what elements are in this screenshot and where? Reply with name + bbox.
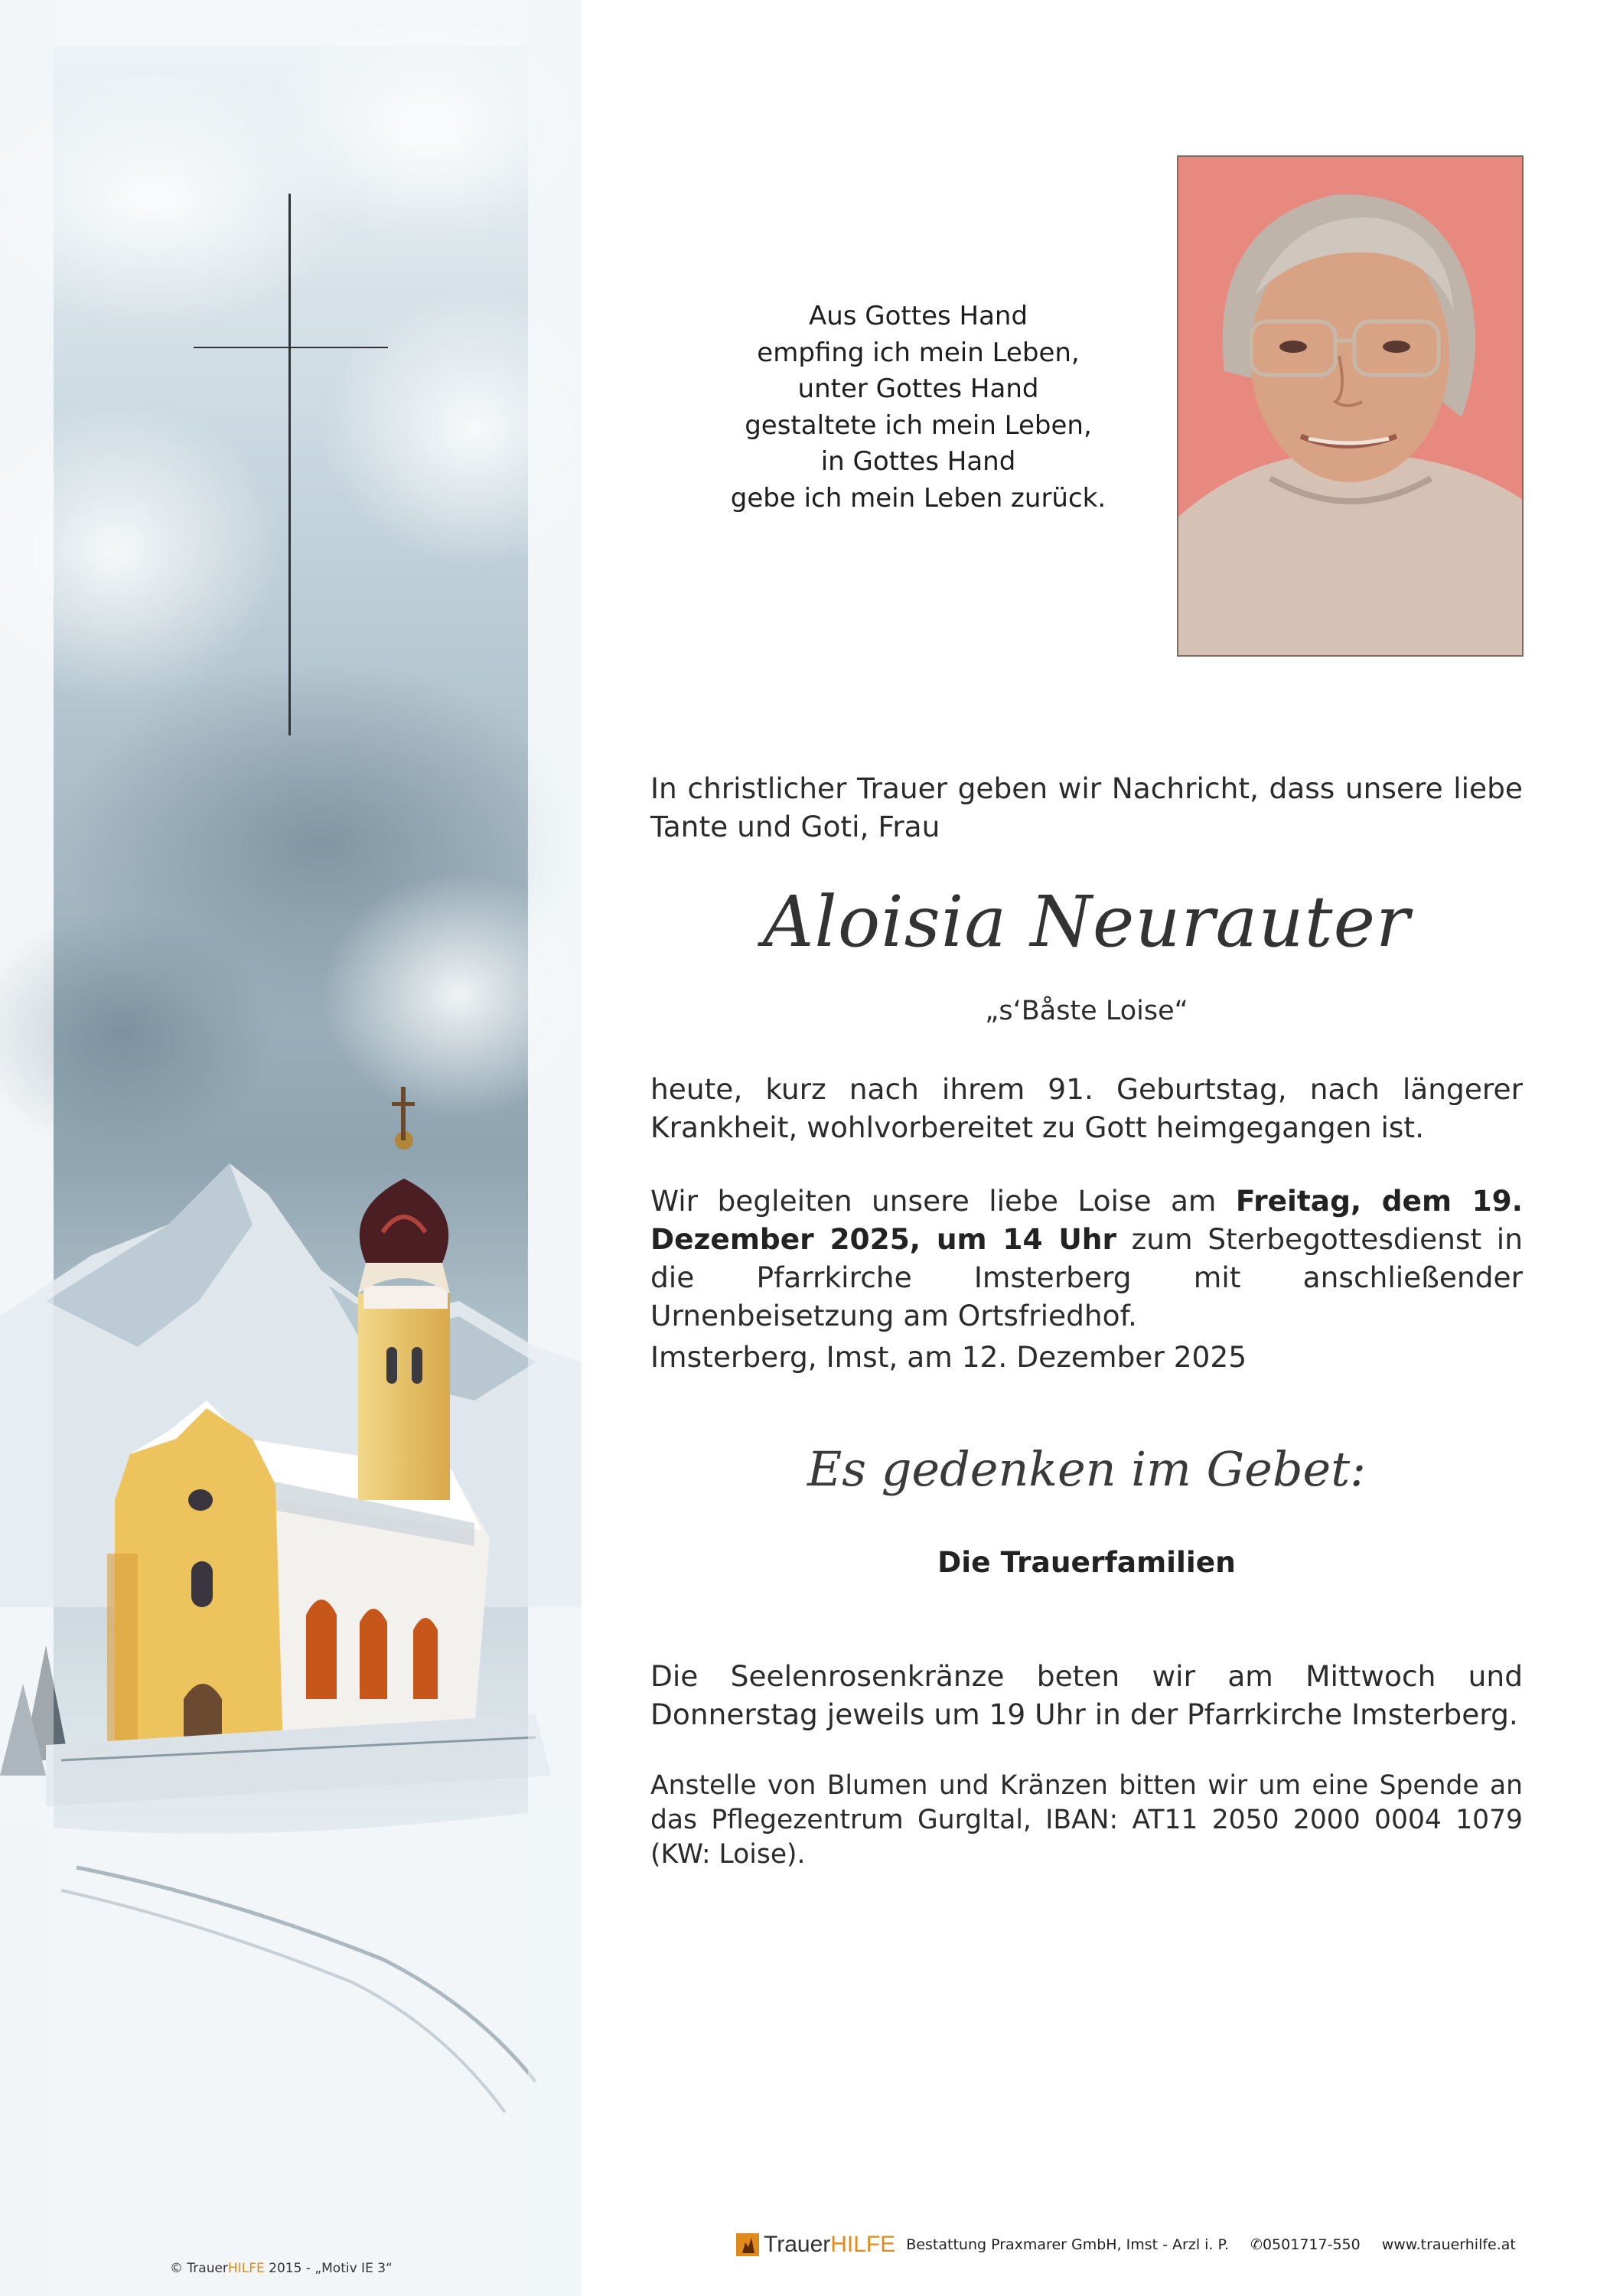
church-watercolor-illustration <box>0 0 582 2296</box>
verse-line: in Gottes Hand <box>820 446 1016 477</box>
death-notice-text: heute, kurz nach ihrem 91. Geburtstag, nach längerer Krankheit, wohlvorbereitet zu Gott heimgegangen ist. <box>650 1072 1523 1144</box>
prayer-heading: Es gedenken im Gebet: <box>807 1441 1367 1497</box>
verse-line: empfing ich mein Leben, <box>757 337 1080 368</box>
donation-info-text: Anstelle von Blumen und Kränzen bitten wir um eine Spende an das Pflegezentrum Gurgltal, IBAN: AT11 2050 2000 0004 1079 (KW: Loise). <box>650 1770 1523 1870</box>
footer <box>736 2229 1516 2260</box>
funeral-info-pre: Wir begleiten unsere liebe Loise am <box>650 1184 1236 1218</box>
deceased-nickname: „s‘Båste Loise“ <box>985 996 1188 1026</box>
copyright-notice <box>170 2261 393 2276</box>
rosary-info-text: Die Seelenrosenkränze beten wir am Mittwoch und Donnerstag jeweils um 19 Uhr in der Pfarrkirche Imsterberg. <box>650 1659 1523 1731</box>
deceased-name: Aloisia Neurauter <box>762 881 1411 963</box>
footer-logo-highlight: HILFE <box>830 2232 896 2257</box>
cross-icon-crossbar <box>194 347 388 348</box>
verse-line: Aus Gottes Hand <box>808 301 1028 331</box>
funeral-date: Freitag, dem 19. Dezember 2025, um 14 Uhr <box>650 1184 1524 1256</box>
verse-line: gebe ich mein Leben zurück. <box>730 482 1106 514</box>
footer-phone: ✆0501717-550 <box>1250 2236 1361 2253</box>
mourning-families: Die Trauerfamilien <box>937 1545 1236 1579</box>
funeral-info-text <box>650 1182 1523 1335</box>
memorial-verse <box>689 298 1148 517</box>
verse-line: unter Gottes Hand <box>797 373 1039 404</box>
footer-logo-text: Trauer <box>764 2232 831 2257</box>
verse-line: gestaltete ich mein Leben, <box>745 409 1092 441</box>
copyright-pre: © Trauer <box>170 2261 228 2276</box>
footer-company: Bestattung Praxmarer GmbH, Imst - Arzl i. P. <box>906 2236 1230 2253</box>
footer-website[interactable]: www.trauerhilfe.at <box>1381 2236 1516 2253</box>
copyright-brand: HILFE <box>227 2261 265 2276</box>
portrait-photo <box>1177 155 1524 657</box>
place-and-date: Imsterberg, Imst, am 12. Dezember 2025 <box>650 1340 1247 1374</box>
funeral-info-post: zum Sterbegottesdienst in die Pfarrkirche Imsterberg mit anschließender Urnenbeisetzung am Ortsfriedhof. <box>650 1222 1523 1332</box>
cross-icon <box>288 194 291 735</box>
copyright-post: 2015 - „Motiv IE 3“ <box>264 2261 393 2276</box>
intro-text: In christlicher Trauer geben wir Nachricht, dass unsere liebe Tante und Goti, Frau <box>650 771 1523 843</box>
candle-logo-icon <box>736 2233 759 2256</box>
